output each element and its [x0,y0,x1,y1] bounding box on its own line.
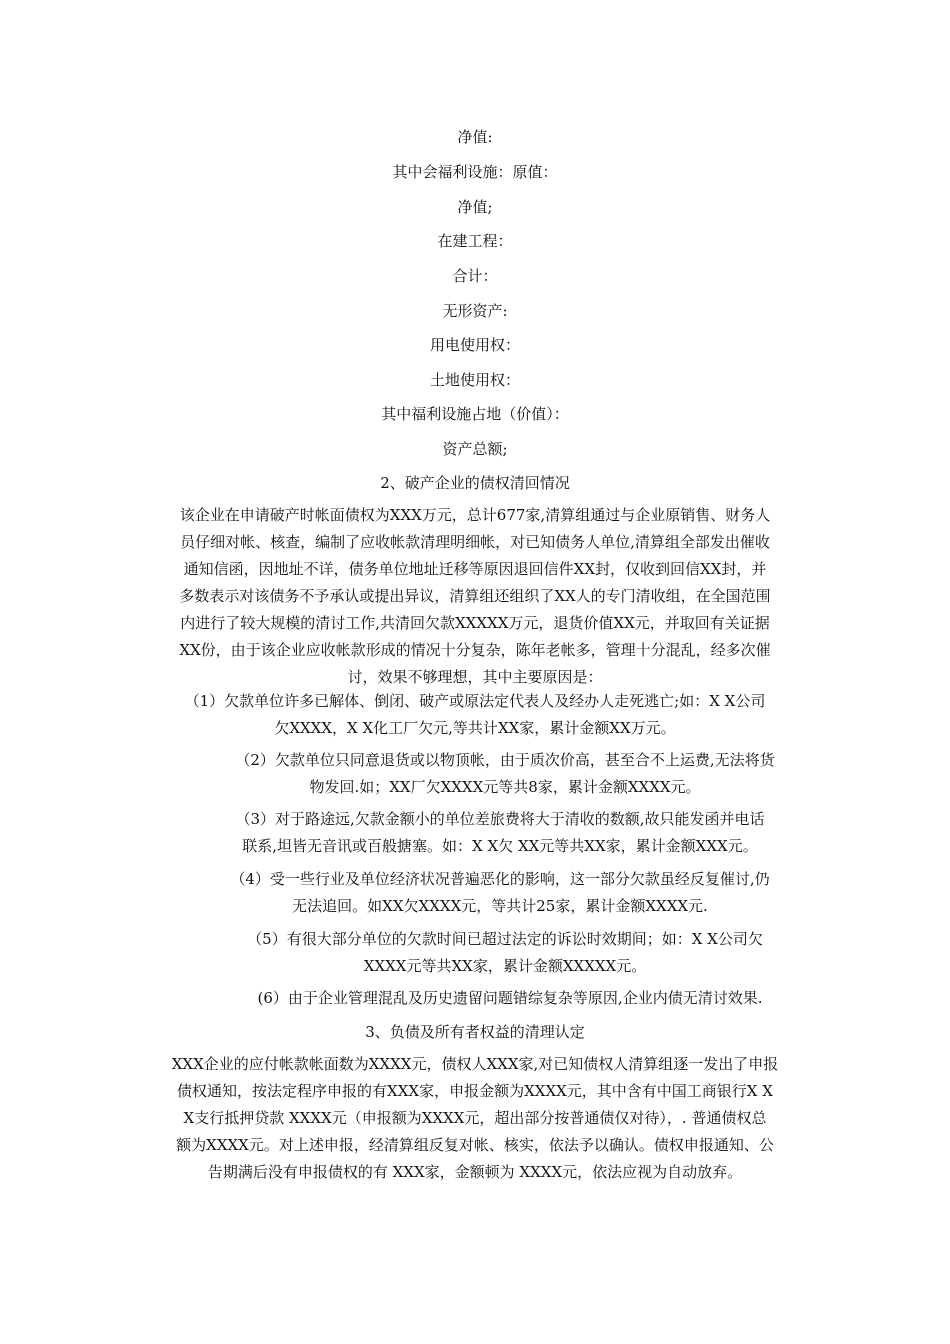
reason-item-3 [185,806,815,860]
reason-line: 联系,坦皆无音讯或百般搪塞。如：X X欠 XX元等共XX家，累计金额XXX元。 [242,837,758,855]
line-electricity-use-right: 用电使用权： [429,336,520,354]
reason-item-5 [215,926,795,980]
reason-item-2 [195,747,815,801]
line-intangible-assets: 无形资产: [442,302,508,320]
reason-item-4 [190,866,810,920]
line-total-assets: 资产总额; [442,440,508,458]
reason-line: （5）有很大部分单位的欠款时间已超过法定的诉讼时效期间；如：X X公司欠 [247,930,763,948]
reason-item-1 [150,688,800,742]
line-construction-in-progress: 在建工程： [437,232,513,250]
line-land-use-right: 土地使用权： [429,371,520,389]
reason-item-6 [210,985,810,1012]
paragraph-line: 告期满后没有申报债权的有 XXX家，金额顿为 XXXX元，依法应视为自动放弃。 [207,1163,743,1181]
reason-line: 欠XXXX，X X化工厂欠元,等共计XX家，累计金额XX万元。 [274,719,676,737]
paragraph-line: 多数表示对该债务不予承认或提出异议，清算组还组织了XX人的专门清收组，在全国范围 [179,587,771,605]
paragraph-line: X支行抵押贷款 XXXX元（申报额为XXXX元，超出部分按普通债仅对待），. 普通债权总 [183,1109,767,1127]
paragraph-line: 债权通知，按法定程序申报的有XXX家，申报金额为XXXX元，其中含有中国工商银行X X [177,1082,773,1100]
section-heading-liabilities: 3、负债及所有者权益的清理认定 [365,1023,585,1041]
paragraph-line: XXX企业的应付帐款帐面数为XXXX元，债权人XXX家,对已知债权人清算组逐一发出了申报 [171,1055,779,1073]
paragraph-liabilities [140,1051,810,1186]
reason-line: (6）由于企业管理混乱及历史遗留问题错综复杂等原因,企业内债无清讨效果. [257,989,763,1007]
paragraph-claims-recovery [140,502,810,691]
reason-line: 物发回.如；XX厂欠XXXX元等共8家，累计金额XXXX元。 [309,778,701,796]
paragraph-line: 通知信函，因地址不详，债务单位地址迁移等原因退回信件XX封，仅收到回信XX封，并 [183,560,767,578]
line-net-value: 净值: [457,128,493,146]
reason-line: （3）对于路途远,欠款金额小的单位差旅费将大于清收的数额,故只能发函并电话 [235,810,765,828]
reason-line: （4）受一些行业及单位经济状况普遍恶化的影响，这一部分欠款虽经反复催讨,仍 [230,870,770,888]
paragraph-line: 讨，效果不够理想，其中主要原因是： [347,668,603,686]
line-total: 合计： [452,267,498,285]
section-heading-claims: 2、破产企业的债权清回情况 [380,474,570,492]
paragraph-line: 该企业在申请破产时帐面债权为XXX万元，总计677家,清算组通过与企业原销售、财务人 [179,506,771,524]
reason-line: （1）欠款单位许多已解体、倒闭、破产或原法定代表人及经办人走死逃亡;如：X X公司 [184,692,766,710]
reason-line: 无法追回。如XX欠XXXX元，等共计25家，累计金额XXXX元. [292,897,708,915]
paragraph-line: XX份，由于该企业应收帐款形成的情况十分复杂，陈年老帐多，管理十分混乱，经多次催 [179,641,771,659]
line-net-value-2: 净值; [457,198,493,216]
line-welfare-original-value: 其中会福利设施：原值： [392,163,558,181]
reason-line: XXXX元等共XX家，累计金额XXXXX元。 [363,957,647,975]
line-welfare-land-value: 其中福利设施占地（价值）： [381,405,569,423]
paragraph-line: 员仔细对帐、核查，编制了应收帐款清理明细帐，对已知债务人单位,清算组全部发出催收 [180,533,770,551]
paragraph-line: 内进行了较大规模的清讨工作,共清回欠款XXXXX万元，退货价值XX元，并取回有关证据 [180,614,770,632]
reason-line: （2）欠款单位只同意退货或以物顶帐，由于质次价高，甚至合不上运费,无法将货 [235,751,775,769]
paragraph-line: 额为XXXX元。对上述申报，经清算组反复对帐、核实，依法予以确认。债权申报通知、公 [176,1136,774,1154]
